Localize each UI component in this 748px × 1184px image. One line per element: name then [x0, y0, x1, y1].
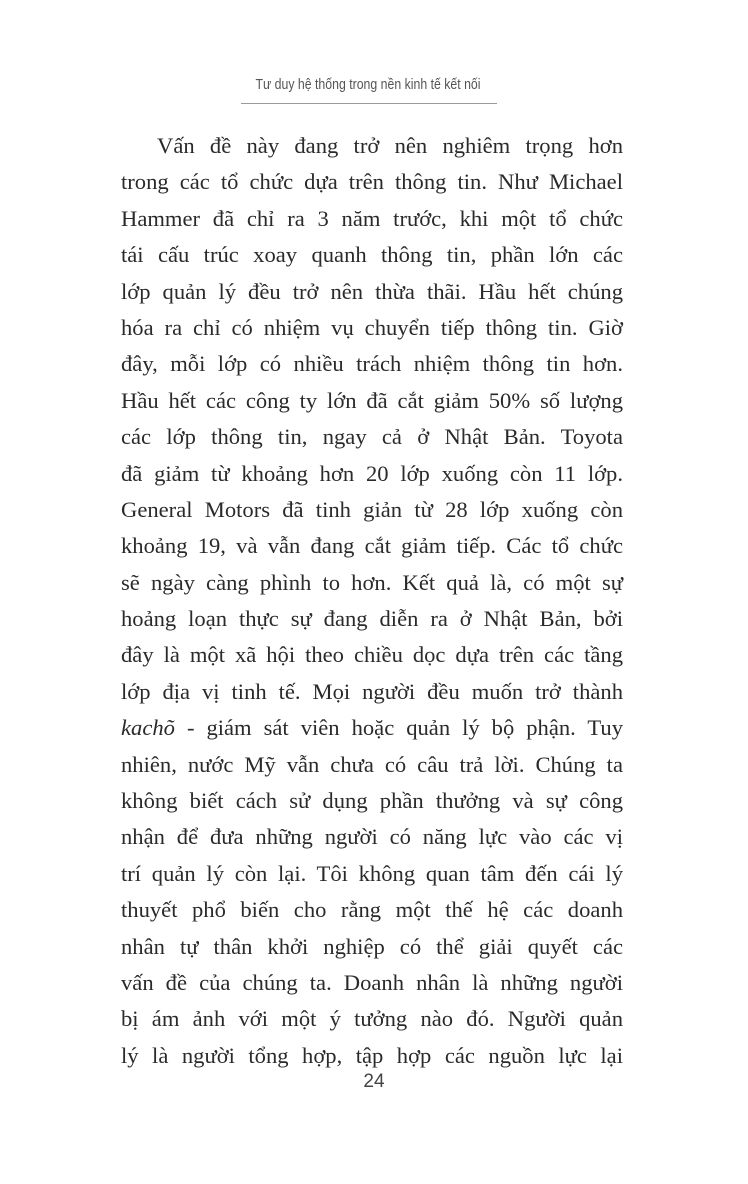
- text-line: đây, mỗi lớp có nhiều trách nhiệm thông tin hơn.: [121, 351, 623, 377]
- text-line: vấn đề của chúng ta. Doanh nhân là những người: [121, 969, 623, 995]
- text-line: nhận để đưa những người có năng lực vào các vị: [121, 824, 623, 850]
- text-line: khoảng 19, và vẫn đang cắt giảm tiếp. Các tổ chức: [121, 533, 623, 559]
- page-number: 24: [363, 1071, 385, 1092]
- text-line: nhiên, nước Mỹ vẫn chưa có câu trả lời. Chúng ta: [121, 751, 623, 777]
- text-line: trong các tổ chức dựa trên thông tin. Như Michael: [121, 169, 623, 195]
- text-line: đây là một xã hội theo chiều dọc dựa trên các tầng: [121, 642, 623, 668]
- text-line: thuyết phổ biến cho rằng một thế hệ các doanh: [121, 897, 623, 923]
- text-line: Vấn đề này đang trở nên nghiêm trọng hơn: [157, 133, 623, 158]
- text-line: tái cấu trúc xoay quanh thông tin, phần lớn các: [121, 242, 623, 268]
- text-line-kacho: [121, 710, 623, 746]
- text-line: trí quản lý còn lại. Tôi không quan tâm đến cái lý: [121, 860, 623, 886]
- text-line: đã giảm từ khoảng hơn 20 lớp xuống còn 11 lớp.: [121, 460, 623, 486]
- text-line: lớp quản lý đều trở nên thừa thãi. Hầu hết chúng: [121, 278, 623, 304]
- text-line: lớp địa vị tinh tế. Mọi người đều muốn trở thành: [121, 678, 623, 704]
- text-line: bị ám ảnh với một ý tưởng nào đó. Người quản: [121, 1006, 623, 1032]
- running-head: Tư duy hệ thống trong nền kinh tế kết nối: [255, 76, 481, 93]
- text-line: Hammer đã chỉ ra 3 năm trước, khi một tổ chức: [121, 205, 623, 231]
- italic-term: kachõ: [121, 715, 175, 741]
- text-line-rest: - giám sát viên hoặc quản lý bộ phận. Tuy: [174, 715, 623, 741]
- text-line: Hầu hết các công ty lớn đã cắt giảm 50% số lượng: [121, 387, 623, 413]
- text-line: không biết cách sử dụng phần thưởng và sự công: [121, 788, 623, 814]
- text-line: các lớp thông tin, ngay cả ở Nhật Bản. Toyota: [121, 424, 623, 450]
- text-line: hóa ra chỉ có nhiệm vụ chuyển tiếp thông tin. Giờ: [121, 314, 623, 340]
- text-line: lý là người tổng hợp, tập hợp các nguồn lực lại: [121, 1042, 623, 1068]
- body-paragraph: [121, 128, 623, 1074]
- header-rule: [241, 103, 497, 104]
- text-line: General Motors đã tinh giản từ 28 lớp xuống còn: [121, 496, 623, 522]
- text-line: nhân tự thân khởi nghiệp có thể giải quyết các: [121, 933, 623, 959]
- text-line: hoảng loạn thực sự đang diễn ra ở Nhật Bản, bởi: [121, 606, 623, 632]
- text-line: sẽ ngày càng phình to hơn. Kết quả là, có một sự: [121, 569, 623, 595]
